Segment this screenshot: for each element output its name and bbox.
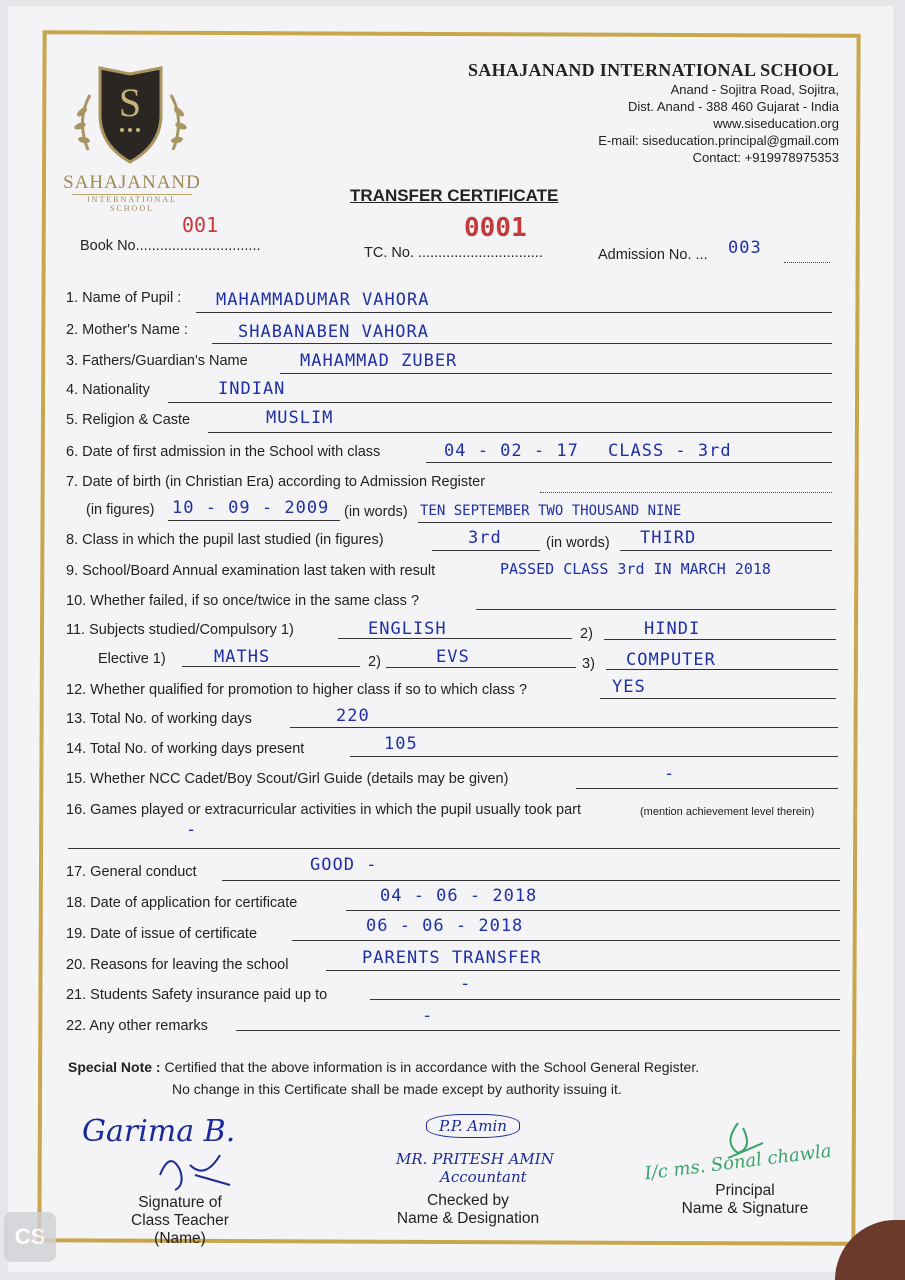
- field-8-words-label: (in words): [546, 535, 610, 551]
- dob-figures-label: (in figures): [86, 502, 155, 518]
- field-22-label: 22. Any other remarks: [66, 1018, 208, 1034]
- field-13-value: 220: [336, 706, 370, 726]
- accountant-hand-title: Accountant: [440, 1168, 527, 1186]
- field-16-rule: [68, 848, 840, 849]
- field-7-label: 7. Date of birth (in Christian Era) according to Admission Register: [66, 474, 486, 490]
- field-10-label: 10. Whether failed, if so once/twice in the same class ?: [66, 593, 420, 609]
- field-12-label: 12. Whether qualified for promotion to higher class if so to which class ?: [66, 682, 528, 698]
- field-4-value: INDIAN: [218, 379, 286, 399]
- field-1-value: MAHAMMADUMAR VAHORA: [216, 290, 430, 310]
- field-16-note: (mention achievement level therein): [640, 806, 815, 818]
- field-8-words-value: THIRD: [640, 528, 697, 548]
- field-15-value: -: [664, 764, 676, 784]
- certificate-title: TRANSFER CERTIFICATE: [350, 186, 559, 205]
- field-18-rule: [346, 910, 840, 911]
- checked-caption-1: Checked by: [427, 1192, 509, 1209]
- field-1-label: 1. Name of Pupil :: [66, 290, 182, 306]
- field-6-label: 6. Date of first admission in the School with class: [66, 444, 381, 460]
- field-16-value: -: [186, 820, 198, 840]
- field-11-rule-1: [338, 638, 572, 639]
- field-6-rule: [426, 462, 832, 463]
- special-note-line-2: No change in this Certificate shall be made except by authority issuing it.: [172, 1081, 622, 1097]
- dob-words-rule: [418, 522, 832, 523]
- book-no-value: 001: [182, 213, 219, 237]
- field-21-rule: [370, 999, 840, 1000]
- field-20-value: PARENTS TRANSFER: [362, 948, 542, 968]
- field-10-rule: [476, 609, 836, 610]
- scanner-watermark-icon: CS: [4, 1212, 56, 1262]
- field-4-rule: [168, 402, 832, 403]
- field-19-rule: [292, 940, 840, 941]
- principal-caption: [672, 1182, 818, 1218]
- field-13-rule: [290, 727, 838, 728]
- field-17-label: 17. General conduct: [66, 864, 197, 880]
- field-3-label: 3. Fathers/Guardian's Name: [66, 353, 248, 369]
- school-name: SAHAJANAND INTERNATIONAL SCHOOL: [467, 60, 839, 80]
- field-18-value: 04 - 06 - 2018: [380, 886, 538, 906]
- field-15-label: 15. Whether NCC Cadet/Boy Scout/Girl Guide (details may be given): [66, 771, 509, 787]
- book-no-label: Book No...............................: [80, 238, 261, 254]
- field-9-label: 9. School/Board Annual examination last taken with result: [66, 563, 436, 579]
- logo-wordmark: [62, 172, 202, 213]
- field-5-value: MUSLIM: [266, 408, 334, 428]
- elective-value-3: COMPUTER: [626, 650, 716, 670]
- logo-letter: S: [118, 80, 142, 125]
- field-4-label: 4. Nationality: [66, 382, 150, 398]
- field-20-label: 20. Reasons for leaving the school: [66, 957, 289, 973]
- school-address-2: Dist. Anand - 388 460 Gujarat - India: [627, 99, 839, 114]
- tc-no-value: 0001: [464, 213, 527, 243]
- school-address-1: Anand - Sojitra Road, Sojitra,: [670, 82, 839, 97]
- field-6-class: CLASS - 3rd: [608, 441, 732, 461]
- teacher-caption: [110, 1194, 250, 1248]
- field-21-label: 21. Students Safety insurance paid up to: [66, 987, 328, 1003]
- elective-label-3: 3): [582, 656, 595, 672]
- school-crest-logo: [68, 60, 193, 180]
- school-contact: Contact: +919978975353: [692, 150, 839, 165]
- teacher-caption-2: Class Teacher (Name): [131, 1212, 229, 1247]
- field-8-words-rule: [620, 550, 832, 551]
- special-note-heading: Special Note :: [68, 1059, 161, 1075]
- field-11-label-2: 2): [580, 626, 593, 642]
- field-22-rule: [236, 1030, 840, 1031]
- dob-figures-value: 10 - 09 - 2009: [172, 498, 330, 518]
- field-20-rule: [326, 970, 840, 971]
- field-11-value-2: HINDI: [644, 619, 701, 639]
- field-12-rule: [600, 698, 836, 699]
- field-22-value: -: [422, 1006, 434, 1026]
- field-8-rule: [432, 550, 540, 551]
- field-3-value: MAHAMMAD ZUBER: [300, 351, 458, 371]
- elective-label: Elective 1): [98, 651, 166, 667]
- field-5-label: 5. Religion & Caste: [66, 412, 191, 428]
- logo-text: SAHAJANAND: [63, 172, 201, 193]
- field-17-value: GOOD -: [310, 855, 378, 875]
- field-14-label: 14. Total No. of working days present: [66, 741, 305, 757]
- elective-value-1: MATHS: [214, 647, 271, 667]
- field-12-value: YES: [612, 677, 646, 697]
- principal-signature: I/c ms. Sonal chawla: [643, 1140, 833, 1185]
- field-16-label: 16. Games played or extracurricular activities in which the pupil usually took part: [66, 802, 581, 818]
- field-17-rule: [222, 880, 840, 881]
- dob-words-label: (in words): [344, 504, 408, 520]
- dob-figures-rule: [168, 520, 340, 521]
- checked-caption-2: Name & Designation: [396, 1210, 540, 1227]
- field-2-label: 2. Mother's Name :: [66, 322, 189, 338]
- admission-no-value: 003: [728, 238, 762, 258]
- field-19-label: 19. Date of issue of certificate: [66, 926, 258, 942]
- school-email: E-mail: siseducation.principal@gmail.com: [598, 133, 839, 148]
- accountant-initials: P.P. Amin: [426, 1114, 520, 1138]
- field-9-value: PASSED CLASS 3rd IN MARCH 2018: [500, 560, 771, 578]
- field-11-rule-2: [604, 639, 836, 640]
- field-7-rule: [540, 492, 832, 493]
- field-1-rule: [196, 312, 832, 313]
- elective-rule-2: [386, 667, 576, 668]
- principal-caption-1: Principal: [715, 1182, 775, 1199]
- field-13-label: 13. Total No. of working days: [66, 711, 252, 727]
- logo-subtext: INTERNATIONAL SCHOOL: [72, 194, 192, 213]
- field-14-value: 105: [384, 734, 418, 754]
- principal-caption-2: Name & Signature: [681, 1200, 809, 1217]
- admission-no-label: Admission No. ...: [598, 247, 708, 263]
- special-note: [68, 1056, 699, 1100]
- teacher-signature: Garima B.: [82, 1114, 236, 1149]
- elective-rule-1: [182, 666, 360, 667]
- teacher-caption-1: Signature of: [138, 1194, 222, 1211]
- teacher-initials-scribble: [150, 1145, 240, 1195]
- admission-rule: [784, 262, 830, 263]
- field-14-rule: [350, 756, 838, 757]
- field-6-value: 04 - 02 - 17: [444, 441, 579, 461]
- tc-no-label: TC. No. ...............................: [364, 245, 543, 261]
- dob-words-value: TEN SEPTEMBER TWO THOUSAND NINE: [420, 503, 682, 519]
- field-18-label: 18. Date of application for certificate: [66, 895, 298, 911]
- field-11-label: 11. Subjects studied/Compulsory 1): [66, 622, 294, 638]
- elective-label-2: 2): [368, 654, 381, 670]
- school-website: www.siseducation.org: [713, 116, 839, 131]
- special-note-line-1: Certified that the above information is in accordance with the School General Register.: [164, 1059, 700, 1075]
- field-5-rule: [208, 432, 832, 433]
- school-header: [468, 60, 839, 166]
- field-15-rule: [576, 788, 838, 789]
- field-8-label: 8. Class in which the pupil last studied (in figures): [66, 532, 384, 548]
- field-8-value: 3rd: [468, 528, 502, 548]
- field-2-value: SHABANABEN VAHORA: [238, 322, 429, 342]
- field-21-value: -: [460, 974, 472, 994]
- checked-caption: [380, 1192, 556, 1228]
- field-2-rule: [212, 343, 832, 344]
- field-3-rule: [280, 373, 832, 374]
- elective-rule-3: [606, 669, 838, 670]
- elective-value-2: EVS: [436, 647, 470, 667]
- accountant-hand-name: MR. PRITESH AMIN: [396, 1150, 554, 1168]
- field-19-value: 06 - 06 - 2018: [366, 916, 524, 936]
- field-11-value-1: ENGLISH: [368, 619, 447, 639]
